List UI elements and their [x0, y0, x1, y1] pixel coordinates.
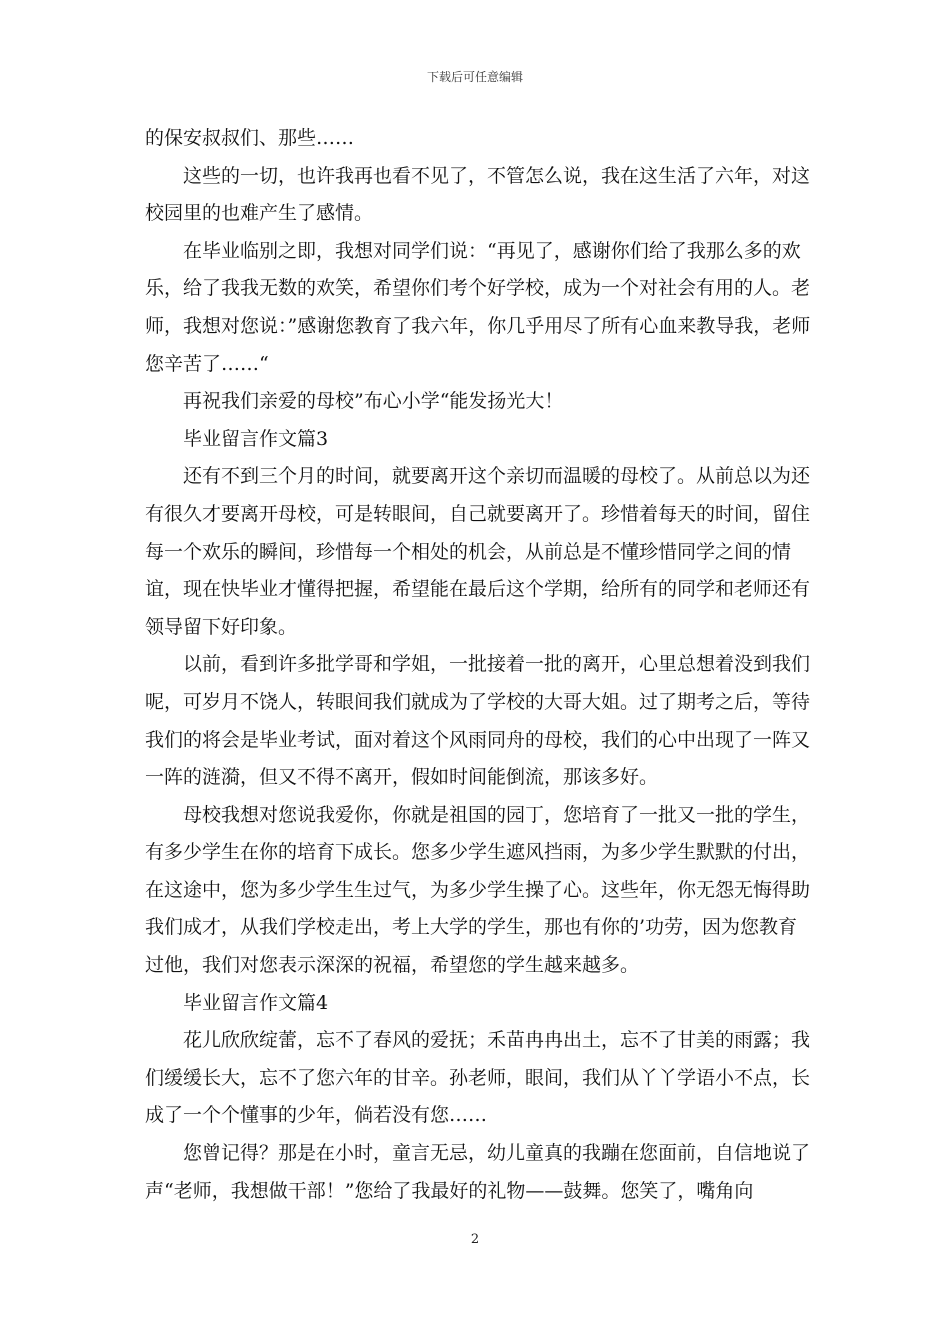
page-header: 下载后可任意编辑 [426, 70, 523, 84]
paragraph: 母校我想对您说我爱你，你就是祖国的园丁，您培育了一批又一批的学生，有多少学生在你的培育下成长。您多少学生遮风挡雨，为多少学生默默的付出，在这途中，您为多少学生生过气，为多少学生操了心。这些年，你无怨无悔得助我们成才，从我们学校走出，考上大学的学生，那也有你的’功劳，因为您教育过他，我们对您表示深深的祝福，希望您的学生越来越多。 [145, 803, 811, 977]
section-heading: 毕业留言作文篇4 [183, 991, 329, 1014]
paragraph: 花儿欣欣绽蕾，忘不了春风的爱抚；禾苗冉冉出土，忘不了甘美的雨露；我们缓缓长大，忘不了您六年的甘辛。孙老师，眼间，我们从丫丫学语小不点，长成了一个个懂事的少年，倘若没有您…… [145, 1029, 811, 1127]
paragraph: 这些的一切，也许我再也看不见了，不管怎么说，我在这生活了六年，对这校园里的也难产生了感情。 [145, 164, 811, 225]
paragraph: 的保安叔叔们、那些…… [145, 127, 355, 149]
document-body [145, 120, 813, 1210]
section-heading: 毕业留言作文篇3 [183, 427, 329, 450]
paragraph: 以前，看到许多批学哥和学姐，一批接着一批的离开，心里总想着没到我们呢，可岁月不饶人，转眼间我们就成为了学校的大哥大姐。过了期考之后，等待我们的将会是毕业考试，面对着这个风雨同舟的母校，我们的心中出现了一阵又一阵的涟漪，但又不得不离开，假如时间能倒流，那该多好。 [145, 653, 811, 789]
paragraph: 在毕业临别之即，我想对同学们说：“再见了，感谢你们给了我那么多的欢乐，给了我我无数的欢笑，希望你们考个好学校，成为一个对社会有用的人。老师，我想对您说：”感谢您教育了我六年，你几乎用尽了所有心血来教导我，老师您辛苦了……“ [145, 239, 811, 375]
page-number: 2 [470, 1232, 480, 1247]
paragraph: 还有不到三个月的时间，就要离开这个亲切而温暖的母校了。从前总以为还有很久才要离开母校，可是转眼间，自己就要离开了。珍惜着每天的时间，留住每一个欢乐的瞬间，珍惜每一个相处的机会，从前总是不懂珍惜同学之间的情谊，现在快毕业才懂得把握，希望能在最后这个学期，给所有的同学和老师还有领导留下好印象。 [145, 465, 811, 638]
paragraph: 您曾记得？那是在小时，童言无忌，幼儿童真的我蹦在您面前，自信地说了声“老师，我想做干部！”您给了我最好的礼物——鼓舞。您笑了，嘴角向 [145, 1142, 811, 1202]
paragraph: 再祝我们亲爱的母校”布心小学“能发扬光大！ [183, 390, 564, 413]
